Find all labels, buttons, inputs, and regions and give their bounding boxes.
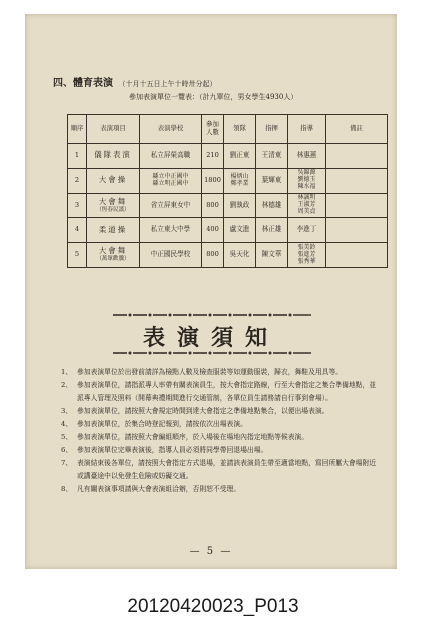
note-cell (326, 218, 388, 243)
order-cell: 5 (68, 243, 87, 268)
order-cell: 3 (68, 193, 87, 218)
notice-item (61, 444, 379, 457)
coach-line: 張進芳 (297, 250, 316, 258)
count-cell: 210 (202, 144, 224, 169)
count-cell: 1800 (202, 168, 224, 193)
item-subtext: （萬眾歡騰） (96, 256, 130, 263)
section-title (53, 74, 216, 89)
item-cell (87, 144, 140, 169)
conductor-cell: 陳文華 (256, 243, 288, 268)
ornament-divider-bottom (113, 348, 311, 358)
school-cell: 私立屏榮高職 (140, 144, 202, 169)
table-row (68, 193, 388, 218)
notice-item (61, 431, 379, 444)
item-text: 大會舞 (98, 196, 128, 206)
coach-line: 吳錦源 (297, 169, 316, 177)
section-title-text: 四、體育表演 (53, 78, 113, 89)
leader-cell: 盧文進 (224, 218, 256, 243)
header-count: 參加人數 (202, 115, 224, 144)
note-cell (326, 193, 388, 218)
notice-title: 表演須知 (142, 325, 279, 351)
leader-line: 楊炳山 (230, 172, 249, 180)
conductor-cell: 林德雄 (256, 193, 288, 218)
note-cell (326, 243, 388, 268)
notice-item (61, 418, 379, 431)
document-page (25, 14, 397, 569)
coach-line: 張秀華 (297, 257, 316, 265)
notice-number: 1、 (61, 368, 73, 376)
notice-number: 4、 (61, 420, 73, 428)
coach-cell: 林惠蕙 (288, 144, 326, 169)
coach-line: 張美鈴 (297, 243, 316, 251)
notice-number: 5、 (61, 433, 73, 441)
header-order: 順序 (68, 115, 87, 144)
leader-cell: 劉正東 (224, 144, 256, 169)
notice-text: 參加表演單位，於集合時登記報到，請按依次出場表演。 (77, 420, 247, 428)
item-text: 大會操 (98, 175, 128, 185)
leader-cell (224, 168, 256, 193)
item-cell (87, 243, 140, 268)
leader-line: 鄭孝業 (230, 179, 249, 187)
table-row (68, 168, 388, 193)
note-cell (326, 168, 388, 193)
coach-line: 王淑芳 (297, 201, 316, 209)
section-subtitle: （十月十五日上午十時卅分起） (118, 80, 217, 88)
count-cell: 400 (202, 218, 224, 243)
item-subtext: （恆春民謠） (96, 206, 130, 213)
header-leader: 領隊 (224, 115, 256, 144)
conductor-cell: 葉輝東 (256, 168, 288, 193)
coach-cell (288, 243, 326, 268)
conductor-cell: 林正雄 (256, 218, 288, 243)
table-header-row (68, 115, 388, 144)
coach-line: 周美貞 (297, 207, 316, 215)
notice-item (61, 457, 379, 483)
item-cell (87, 193, 140, 218)
coach-line: 劉德玉 (297, 176, 316, 184)
notice-text: 參加表演單位，請按照大會編組順序，於入場後在場地內指定地點等候表演。 (77, 433, 309, 441)
item-cell (87, 168, 140, 193)
coach-line: 陳水福 (297, 183, 316, 191)
school-cell: 中正國民學校 (140, 243, 202, 268)
item-text: 大會舞 (98, 246, 128, 256)
notice-text: 參加表演單位，請按照大會規定時間到達大會指定之準備地點集合，以便出場表演。 (77, 407, 329, 415)
school-line: 縣立中正國中 (152, 172, 189, 180)
school-cell: 私立東大中學 (140, 218, 202, 243)
notice-item (61, 483, 379, 496)
school-cell: 省立屏東女中 (140, 193, 202, 218)
notice-text: 參加表演單位，請指派專人率帶有關表演員生，按大會指定路線，行至大會指定之集合準備地點，並派專人管理及照料（開幕典禮期間進行交通管制，各單位員生請務請自行事到會場）。 (77, 381, 377, 402)
coach-cell (288, 193, 326, 218)
note-cell (326, 144, 388, 169)
leader-cell: 劉執政 (224, 193, 256, 218)
notice-text: 表演結束後各單位，請按照大會指定方式退場，並請該表演員生帶至適當地點，寫回所屬大會場附近或講臺途中以免發生危險或妨礙交通。 (77, 459, 377, 480)
header-item: 表演項目 (87, 115, 140, 144)
order-cell: 1 (68, 144, 87, 169)
school-line: 縣立明正國中 (152, 179, 189, 187)
notice-item (61, 366, 379, 379)
coach-cell (288, 168, 326, 193)
notice-item (61, 379, 379, 405)
school-cell (140, 168, 202, 193)
participants-info: 參加表演單位一覽表：（計九單位，男女學生4930人） (129, 93, 298, 101)
notice-number: 7、 (61, 459, 73, 467)
item-text: 柔道操 (98, 224, 128, 234)
page-number: — 5 — (189, 546, 233, 557)
leader-cell: 吳天化 (224, 243, 256, 268)
conductor-cell: 王清東 (256, 144, 288, 169)
table-row (68, 243, 388, 268)
notice-number: 3、 (61, 407, 73, 415)
table-row (68, 218, 388, 243)
notice-number: 8、 (61, 485, 73, 493)
item-text: 儀隊表演 (94, 150, 132, 160)
notice-number: 2、 (61, 381, 73, 389)
notice-item (61, 405, 379, 418)
table-row (68, 144, 388, 169)
header-coach: 指導 (288, 115, 326, 144)
header-school: 表演學校 (140, 115, 202, 144)
notice-text: 參加表演單位完畢表演後，指導人員必須將同學帶回退場出場。 (77, 446, 268, 454)
ornament-divider-top (113, 310, 311, 320)
count-cell: 800 (202, 193, 224, 218)
header-conductor: 指揮 (256, 115, 288, 144)
order-cell: 4 (68, 218, 87, 243)
notice-text: 參加表演單位於出發前請詳為檢點人數及檢查服裝等如運動服裝，歸衣，舞鞋及用具等。 (77, 368, 343, 376)
image-caption: 20120420023_P013 (127, 596, 299, 617)
notice-number: 6、 (61, 446, 73, 454)
count-cell: 800 (202, 243, 224, 268)
performance-table (67, 114, 388, 268)
order-cell: 2 (68, 168, 87, 193)
item-cell (87, 218, 140, 243)
notice-list (61, 366, 379, 496)
header-note: 備註 (326, 115, 388, 144)
coach-cell: 李進丁 (288, 218, 326, 243)
notice-text: 凡有關表演事項請與大會表演組洽辦，否則恕不受理。 (77, 485, 241, 493)
coach-line: 林誠明 (297, 194, 316, 202)
